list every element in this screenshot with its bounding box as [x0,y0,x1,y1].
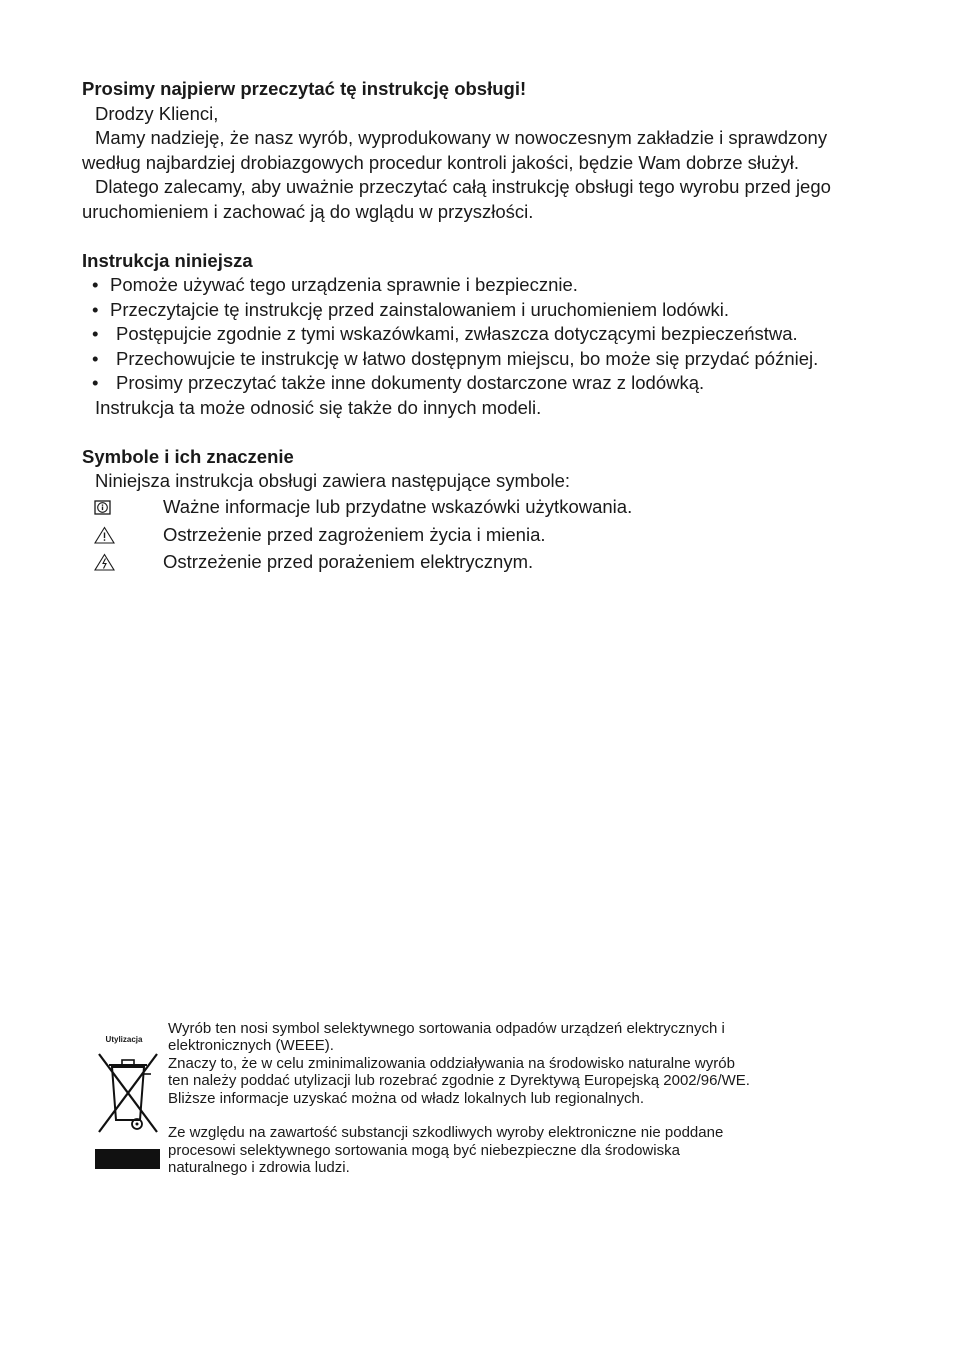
electric-warning-icon [82,552,163,572]
symbol-row-electric [82,549,882,577]
manual-heading: Instrukcja niniejsza [82,249,253,271]
weee-line: Znaczy to, że w celu zminimalizowania oddziaływania na środowisko naturalne wyrób [168,1054,735,1072]
bullet: • [92,372,99,393]
list-item: • Przeczytajcie tę instrukcję przed zainstalowaniem i uruchomieniem lodówki. [82,298,882,323]
manual-page [82,77,882,576]
weee-black-bar [95,1149,160,1169]
weee-line: elektronicznych (WEEE). [168,1037,334,1055]
bullet: • [92,323,99,344]
symbol-text: Ostrzeżenie przed porażeniem elektrycznym. [163,551,534,572]
spacer [168,1107,858,1124]
spacer [82,224,882,249]
bullet: • [92,347,99,369]
manual-bullet-list [82,273,882,396]
weee-line: Bliższe informacje uzyskać można od władz lokalnych lub regionalnych. [168,1089,645,1107]
intro-para2-line2: uruchomieniem i zachować ją do wglądu w przyszłości. [82,200,534,222]
crossed-bin-icon [95,1048,161,1138]
greeting: Drodzy Klienci, [95,102,219,124]
intro-para1-line1: Mamy nadzieję, że nasz wyrób, wyprodukowany w nowoczesnym zakładzie i sprawdzony [95,127,828,148]
bullet: • [92,274,99,295]
weee-line: procesowi selektywnego sortowania mogą być niebezpieczne dla środowiska [168,1141,680,1159]
weee-line: naturalnego i zdrowia ludzi. [168,1159,350,1177]
manual-note: Instrukcja ta może odnosić się także do innych modeli. [95,396,542,418]
weee-symbol [95,1018,161,1169]
intro-heading: Prosimy najpierw przeczytać tę instrukcję obsługi! [82,78,527,99]
list-item: • Prosimy przeczytać także inne dokumenty dostarczone wraz z lodówką. [82,371,882,396]
list-item: • Pomoże używać tego urządzenia sprawnie i bezpiecznie. [82,273,882,298]
info-icon [82,497,163,517]
list-item: • Przechowujcie te instrukcję w łatwo dostępnym miejscu, bo może się przydać później. [82,347,882,372]
weee-text [168,1020,858,1177]
symbols-heading: Symbole i ich znaczenie [82,445,294,467]
symbol-row-warning [82,521,882,549]
weee-label: Utylizacja [105,1035,143,1044]
symbol-text: Ważne informacje lub przydatne wskazówki użytkowania. [163,496,633,517]
intro-para2-line1: Dlatego zalecamy, aby uważnie przeczytać całą instrukcję obsługi tego wyrobu przed jego [95,176,831,197]
weee-line: Wyrób ten nosi symbol selektywnego sortowania odpadów urządzeń elektrycznych i [168,1020,725,1037]
symbols-intro: Niniejsza instrukcja obsługi zawiera następujące symbole: [95,470,571,491]
symbol-text: Ostrzeżenie przed zagrożeniem życia i mienia. [163,523,546,545]
weee-line: ten należy poddać utylizacji lub rozebrać zgodnie z Dyrektywą Europejską 2002/96/WE. [168,1072,750,1090]
list-item: • Postępujcie zgodnie z tymi wskazówkami, zwłaszcza dotyczącymi bezpieczeństwa. [82,322,882,347]
weee-line: Ze względu na zawartość substancji szkodliwych wyroby elektroniczne nie poddane [168,1124,724,1142]
bullet: • [92,298,99,320]
intro-para1-line2: według najbardziej drobiazgowych procedur kontroli jakości, będzie Wam dobrze służył. [82,151,800,173]
symbol-row-info [82,494,882,522]
spacer [82,420,882,445]
warning-icon [82,525,163,545]
